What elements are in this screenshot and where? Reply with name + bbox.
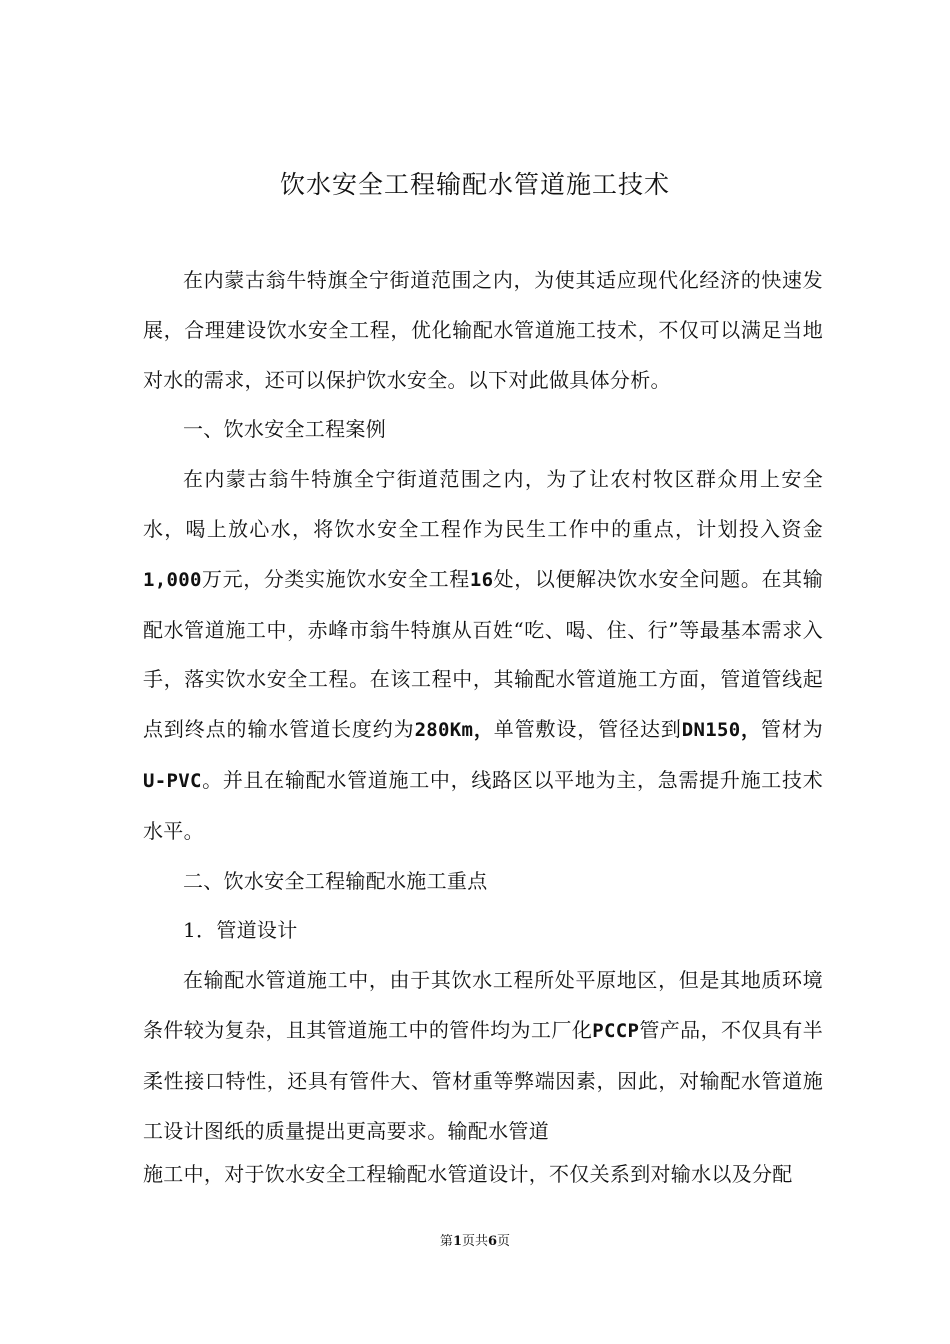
footer-page-number: 1 (452, 1234, 462, 1249)
case-text-e: 管材为 (760, 717, 824, 742)
fund-amount: 1,000 (143, 568, 202, 591)
pipeline-length: 280Km， (414, 719, 494, 742)
case-text-c: 处，以便解决饮水安全问题。在其输配水管道施工中，赤峰市翁牛特旗从百姓“吃、喝、住、行”等最基本需求入手，落实饮水安全工程。在该工程中，其输配水管道施工方面，管道管线起点到终点的输水管道长度约为 (143, 566, 823, 742)
footer-middle: 页共 (461, 1234, 488, 1249)
design-paragraph (143, 956, 823, 1156)
design-text-b: 管产品，不仅具有半柔性接口特性，还具有管件大、管材重等弊端因素，因此，对输配水管道施工设计图纸的质量提出更高要求。输配水管道 (143, 1017, 823, 1143)
case-text-f: 。并且在输配水管道施工中，线路区以平地为主，急需提升施工技术水平。 (143, 767, 823, 843)
pipe-material: U-PVC (143, 769, 202, 792)
case-text-a: 在内蒙古翁牛特旗全宁街道范围之内，为了让农村牧区群众用上安全水，喝上放心水，将饮水安全工程作为民生工作中的重点，计划投入资金 (143, 467, 823, 541)
footer-total-pages: 6 (488, 1234, 498, 1249)
continued-paragraph: 施工中，对于饮水安全工程输配水管道设计，不仅关系到对输水以及分配 (143, 1162, 793, 1187)
section-heading-1: 一、饮水安全工程案例 (183, 417, 386, 442)
footer-suffix: 页 (497, 1234, 511, 1249)
case-text-b: 万元，分类实施饮水安全工程 (201, 566, 470, 591)
footer-prefix: 第 (439, 1234, 453, 1249)
document-body (143, 256, 823, 1200)
pccp-label: PCCP (592, 1019, 640, 1042)
intro-paragraph: 在内蒙古翁牛特旗全宁街道范围之内，为使其适应现代化经济的快速发展，合理建设饮水安全工程，优化输配水管道施工技术，不仅可以满足当地对水的需求，还可以保护饮水安全。以下对此做具体分析。 (143, 268, 823, 392)
case-text-d: 单管敷设，管径达到 (493, 717, 682, 742)
design-text-a: 在输配水管道施工中，由于其饮水工程所处平原地区，但是其地质环境条件较为复杂，且其管道施工中的管件均为工厂化 (143, 968, 823, 1042)
page-footer (0, 1233, 950, 1251)
pipe-diameter: DN150， (681, 719, 761, 742)
section-heading-2: 二、饮水安全工程输配水施工重点 (183, 868, 488, 893)
document-title: 饮水安全工程输配水管道施工技术 (279, 170, 670, 199)
project-count: 16 (469, 568, 494, 591)
subsection-heading-1: 1．管道设计 (183, 918, 298, 943)
case-paragraph (143, 455, 823, 856)
